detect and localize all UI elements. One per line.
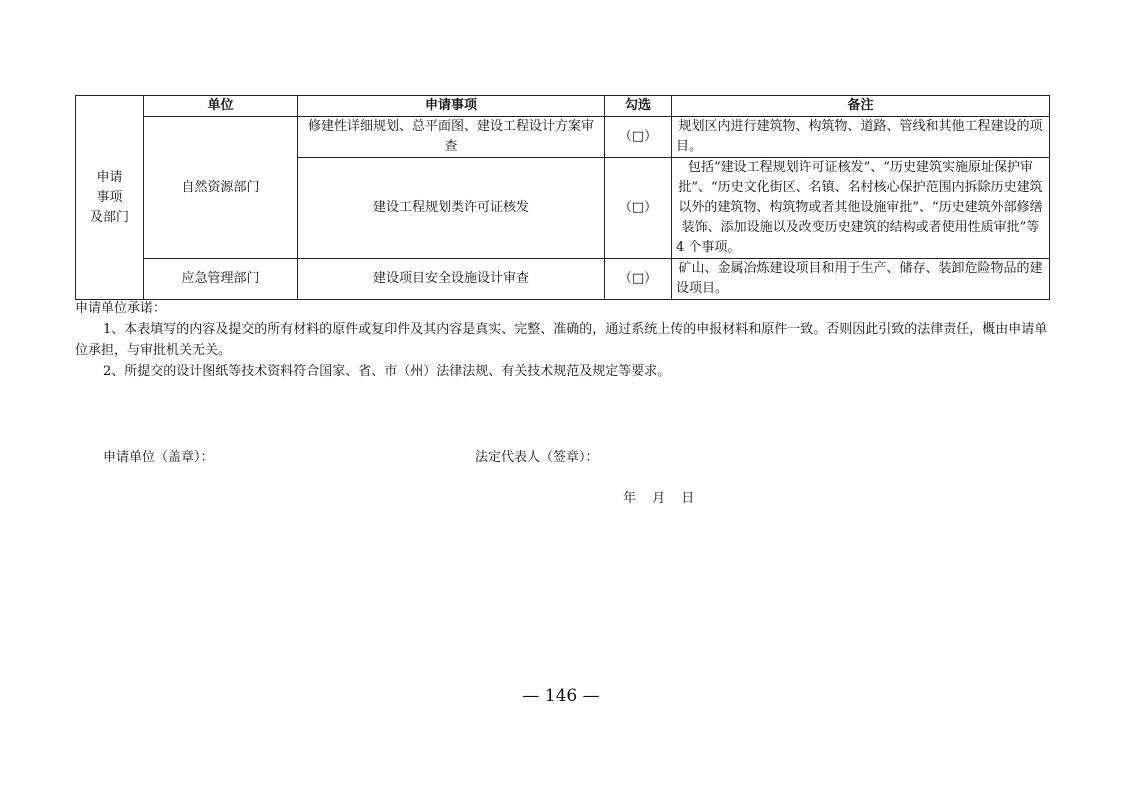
header-unit: 单位: [144, 96, 298, 117]
side-label-line-1: 申请: [96, 169, 123, 185]
checkbox-planning-permit[interactable]: （□）: [605, 158, 672, 259]
side-label: [76, 96, 144, 300]
checkbox-safety-design-review[interactable]: （□）: [605, 259, 672, 300]
legal-representative-label: 法定代表人（签章）：: [475, 450, 599, 465]
page-number: — 146 —: [522, 686, 600, 706]
date-label: 年 月 日: [623, 491, 695, 506]
commitment-title: 申请单位承诺：: [75, 301, 167, 316]
commitment-item-1: 1、本表填写的内容及提交的所有材料的原件或复印件及其内容是真实、完整、准确的，通过系统上传的申报材料和原件一致。否则因此引致的法律责任，概由申请单位承担，与审批机关无关。: [75, 322, 1048, 358]
table-row: [76, 259, 1050, 300]
header-check: 勾选: [605, 96, 672, 117]
header-note: 备注: [672, 96, 1050, 117]
item-planning-permit: 建设工程规划类许可证核发: [298, 158, 605, 259]
side-label-line-3: 及部门: [89, 209, 129, 225]
commitment-item-2: 2、所提交的设计图纸等技术资料符合国家、省、市（州）法律法规、有关技术规范及规定等要求。: [103, 364, 671, 379]
header-item: 申请事项: [298, 96, 605, 117]
table-row: [76, 117, 1050, 158]
unit-seal-label: 申请单位（盖章）：: [103, 450, 214, 465]
application-table: [75, 95, 1050, 300]
item-plan-review: 修建性详细规划、总平面图、建设工程设计方案审查: [298, 117, 605, 158]
note-plan-review: 规划区内进行建筑物、构筑物、道路、管线和其他工程建设的项目。: [672, 117, 1050, 158]
item-safety-design-review: 建设项目安全设施设计审查: [298, 259, 605, 300]
unit-natural-resources: 自然资源部门: [144, 117, 298, 259]
unit-emergency-management: 应急管理部门: [144, 259, 298, 300]
note-planning-permit: 包括“建设工程规划许可证核发”、“历史建筑实施原址保护审批”、“历史文化街区、名镇、名村核心保护范围内拆除历史建筑以外的建筑物、构筑物或者其他设施审批”、“历史建筑外部修缮装饰、添加设施以及改变历史建筑的结构或者使用性质审批”等 4 个事项。: [672, 158, 1050, 259]
table-header-row: [76, 96, 1050, 117]
side-label-line-2: 事项: [96, 189, 123, 205]
checkbox-plan-review[interactable]: （□）: [605, 117, 672, 158]
note-safety-design-review: 矿山、金属冶炼建设项目和用于生产、储存、装卸危险物品的建设项目。: [672, 259, 1050, 300]
commitment-section: [75, 298, 1055, 382]
